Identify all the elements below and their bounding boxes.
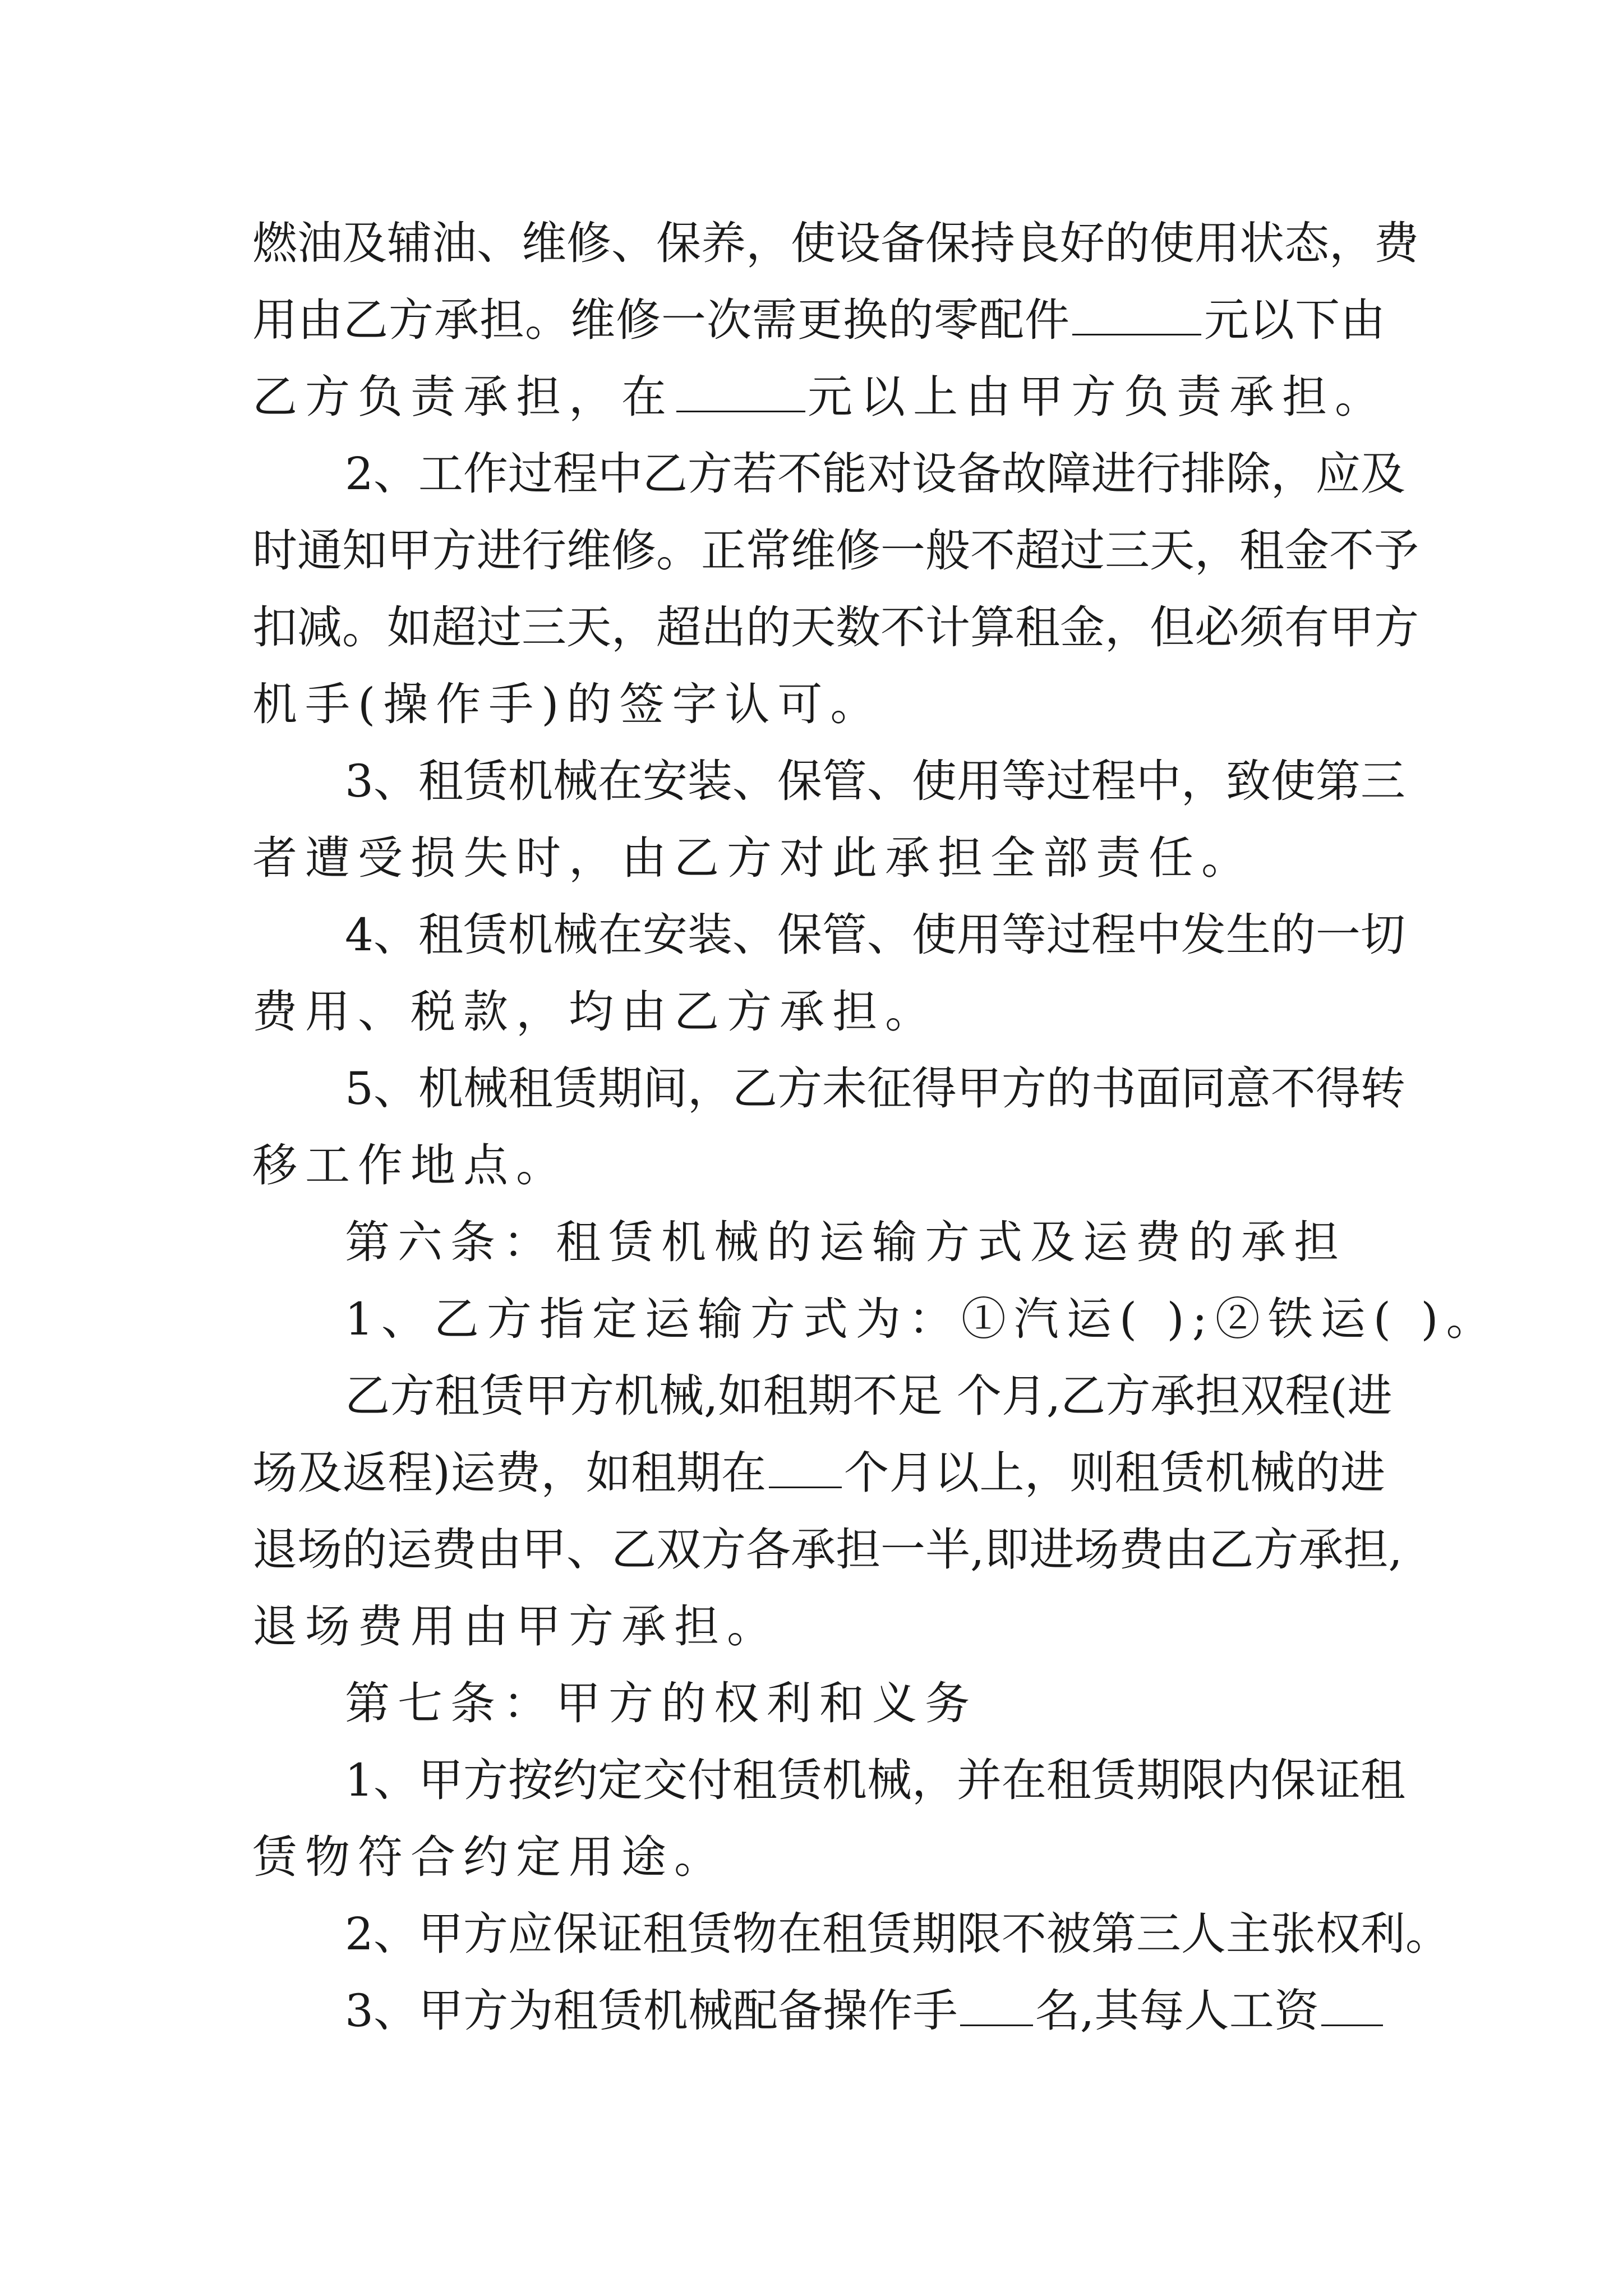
text-line: 2、甲方应保证租赁物在租赁期限不被第三人主张权利。 [345,1908,1450,1960]
fill-blank [769,1443,842,1488]
document-body [252,205,1499,2049]
text-line: 3、租赁机械在安装、保管、使用等过程中，致使第三 [345,755,1405,807]
text-line: 2、工作过程中乙方若不能对设备故障进行排除，应及 [345,448,1405,500]
text-line: 燃油及辅油、维修、保养，使设备保持良好的使用状态，费 [252,217,1419,269]
text-line: 时通知甲方进行维修。正常维修一般不超过三天，租金不予 [252,524,1419,577]
fill-blank [1321,1981,1383,2026]
text-line: 场及返程)运费，如租期在 个月以上，则租赁机械的进 [252,1434,1385,1511]
text-line: 4、租赁机械在安装、保管、使用等过程中发生的一切 [345,909,1405,961]
text-line: 赁物符合约定用途。 [252,1831,727,1883]
text-line: 移工作地点。 [252,1139,569,1191]
fill-blank [676,367,805,412]
text-line: 费用、税款，均由乙方承担。 [252,986,938,1038]
text-line: 机手(操作手)的签字认可。 [252,678,883,730]
text-line: 3、甲方为租赁机械配备操作手 名,其每人工资 [252,1972,1385,2049]
section-heading: 第六条：租赁机械的运输方式及运费的承担 [345,1216,1347,1268]
text-line: 者遭受损失时，由乙方对此承担全部责任。 [252,832,1254,884]
text-line: 退场费用由甲方承担。 [252,1600,780,1653]
fill-blank [1072,290,1201,335]
text-line: 1、乙方指定运输方式为：①汽运( );②铁运( )。 [345,1293,1499,1345]
text-line: 扣减。如超过三天，超出的天数不计算租金，但必须有甲方 [252,601,1419,654]
section-heading: 第七条：甲方的权利和义务 [345,1677,978,1729]
text-line: 用由乙方承担。维修一次需更换的零配件 元以下由 [252,282,1385,358]
text-line: 乙方负责承担，在 元以上由甲方负责承担。 [252,358,1385,435]
fill-blank [960,1981,1033,2026]
text-line: 1、甲方按约定交付租赁机械，并在租赁期限内保证租 [345,1754,1405,1806]
text-line: 退场的运费由甲、乙双方各承担一半,即进场费由乙方承担, [252,1524,1403,1576]
text-line: 乙方租赁甲方机械,如租期不足 个月,乙方承担双程(进 [345,1370,1393,1422]
text-line: 5、机械租赁期间，乙方未征得甲方的书面同意不得转 [345,1062,1405,1115]
